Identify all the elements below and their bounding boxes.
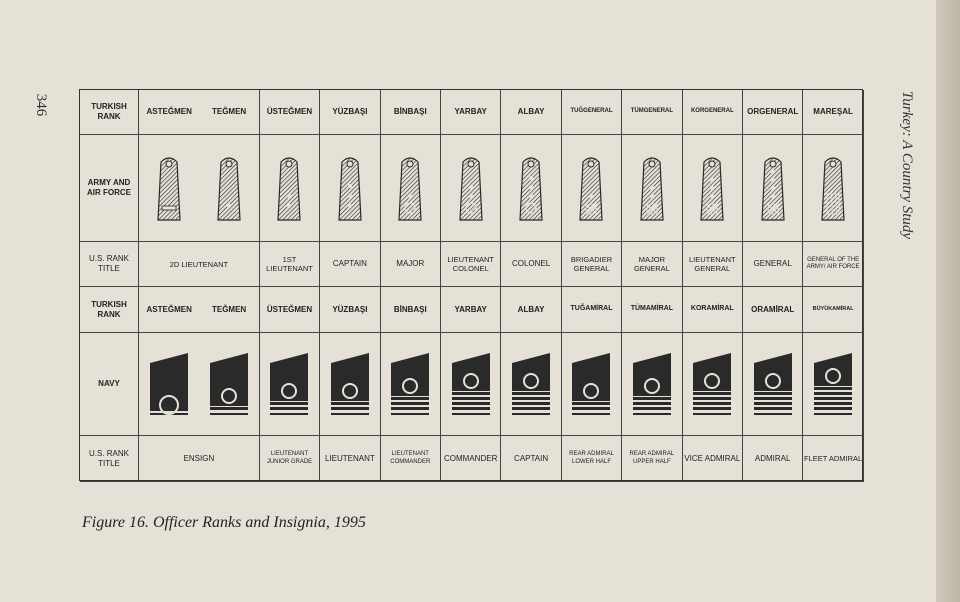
epaulet-crossed-swords-3-stars-icon bbox=[683, 135, 743, 242]
row-label-turkish-rank: TURKISH RANK bbox=[80, 287, 139, 333]
navy-turkish-rank: YÜZBAŞI bbox=[320, 287, 380, 333]
epaulet-2-stars-icon bbox=[260, 135, 320, 242]
navy-turkish-rank: ÜSTEĞMEN bbox=[260, 287, 320, 333]
navy-turkish-rank: YARBAY bbox=[441, 287, 501, 333]
navy-sleeve-insignia-icon bbox=[381, 333, 441, 436]
row-label-us-rank: U.S. RANK TITLE bbox=[80, 436, 139, 482]
navy-sleeve-insignia-icon bbox=[683, 333, 743, 436]
navy-sleeve-insignia-icon bbox=[260, 333, 320, 436]
army-us-rank: MAJOR bbox=[381, 242, 441, 287]
army-turkish-rank: KORGENERAL bbox=[683, 90, 743, 135]
army-turkish-rank: TÜMGENERAL bbox=[622, 90, 682, 135]
army-turkish-rank: ALBAY bbox=[501, 90, 561, 135]
navy-sleeve-insignia-icon bbox=[622, 333, 682, 436]
navy-us-rank: ENSIGN bbox=[139, 436, 260, 482]
army-us-rank: MAJOR GENERAL bbox=[622, 242, 682, 287]
navy-us-rank: LIEUTENANT COMMANDER bbox=[381, 436, 441, 482]
army-turkish-rank: BİNBAŞI bbox=[381, 90, 441, 135]
army-us-rank: 2D LIEUTENANT bbox=[139, 242, 260, 287]
epaulet-crossed-swords-2-stars-icon bbox=[622, 135, 682, 242]
army-us-rank: 1ST LIEUTENANT bbox=[260, 242, 320, 287]
navy-us-rank: ADMIRAL bbox=[743, 436, 803, 482]
navy-turkish-rank: ALBAY bbox=[501, 287, 561, 333]
navy-turkish-rank: KORAMİRAL bbox=[683, 287, 743, 333]
navy-turkish-rank: BÜYÜKAMİRAL bbox=[803, 287, 863, 333]
epaulet-3-stars-icon bbox=[320, 135, 380, 242]
army-us-rank: COLONEL bbox=[501, 242, 561, 287]
navy-turkish-rank: TÜMAMİRAL bbox=[622, 287, 682, 333]
epaulet-wreath-2-stars-icon bbox=[441, 135, 501, 242]
navy-turkish-rank: BİNBAŞI bbox=[381, 287, 441, 333]
navy-us-rank: LIEUTENANT JUNIOR GRADE bbox=[260, 436, 320, 482]
epaulet-crossed-swords-4-stars-icon bbox=[743, 135, 803, 242]
rank-table bbox=[79, 89, 863, 481]
navy-turkish-rank: ORAMİRAL bbox=[743, 287, 803, 333]
army-us-rank: LIEUTENANT GENERAL bbox=[683, 242, 743, 287]
army-us-rank: CAPTAIN bbox=[320, 242, 380, 287]
navy-turkish-rank: TUĞAMİRAL bbox=[562, 287, 622, 333]
row-label-navy: NAVY bbox=[80, 333, 139, 436]
navy-us-rank: REAR ADMIRAL LOWER HALF bbox=[562, 436, 622, 482]
row-label-turkish-rank: TURKISH RANK bbox=[80, 90, 139, 135]
navy-us-rank: REAR ADMIRAL UPPER HALF bbox=[622, 436, 682, 482]
army-us-rank: LIEUTENANT COLONEL bbox=[441, 242, 501, 287]
army-turkish-rank: ORGENERAL bbox=[743, 90, 803, 135]
navy-sleeve-insignia-icon bbox=[501, 333, 561, 436]
navy-us-rank: VICE ADMIRAL bbox=[683, 436, 743, 482]
army-turkish-rank: ÜSTEĞMEN bbox=[260, 90, 320, 135]
epaulet-bar-icon bbox=[139, 135, 199, 242]
army-turkish-rank: ASTEĞMEN bbox=[139, 90, 199, 135]
army-turkish-rank: MAREŞAL bbox=[803, 90, 863, 135]
navy-turkish-rank: TEĞMEN bbox=[199, 287, 259, 333]
epaulet-crossed-swords-1-star-icon bbox=[562, 135, 622, 242]
navy-sleeve-insignia-icon bbox=[562, 333, 622, 436]
navy-us-rank: LIEUTENANT bbox=[320, 436, 380, 482]
navy-turkish-rank: ASTEĞMEN bbox=[139, 287, 199, 333]
navy-us-rank: CAPTAIN bbox=[501, 436, 561, 482]
navy-sleeve-insignia-icon bbox=[441, 333, 501, 436]
page-number: 346 bbox=[33, 93, 49, 117]
epaulet-1-star-icon bbox=[199, 135, 259, 242]
navy-sleeve-insignia-icon bbox=[743, 333, 803, 436]
page-edge bbox=[936, 0, 960, 602]
army-us-rank: GENERAL OF THE ARMY/ AIR FORCE bbox=[803, 242, 863, 287]
navy-sleeve-insignia-icon bbox=[139, 333, 199, 436]
row-label-us-rank: U.S. RANK TITLE bbox=[80, 242, 139, 287]
army-us-rank: BRIGADIER GENERAL bbox=[562, 242, 622, 287]
epaulet-marshal-icon bbox=[803, 135, 863, 242]
army-us-rank: GENERAL bbox=[743, 242, 803, 287]
navy-us-rank: FLEET ADMIRAL bbox=[803, 436, 863, 482]
navy-sleeve-insignia-icon bbox=[320, 333, 380, 436]
navy-sleeve-insignia-icon bbox=[199, 333, 259, 436]
epaulet-wreath-3-stars-icon bbox=[501, 135, 561, 242]
running-title: Turkey: A Country Study bbox=[899, 90, 915, 240]
army-turkish-rank: YÜZBAŞI bbox=[320, 90, 380, 135]
navy-sleeve-insignia-icon bbox=[803, 333, 863, 436]
army-turkish-rank: YARBAY bbox=[441, 90, 501, 135]
army-turkish-rank: TEĞMEN bbox=[199, 90, 259, 135]
army-turkish-rank: TUĞGENERAL bbox=[562, 90, 622, 135]
row-label-army-air-force: ARMY AND AIR FORCE bbox=[80, 135, 139, 242]
navy-us-rank: COMMANDER bbox=[441, 436, 501, 482]
figure-caption: Figure 16. Officer Ranks and Insignia, 1995 bbox=[82, 514, 366, 531]
epaulet-wreath-1-star-icon bbox=[381, 135, 441, 242]
